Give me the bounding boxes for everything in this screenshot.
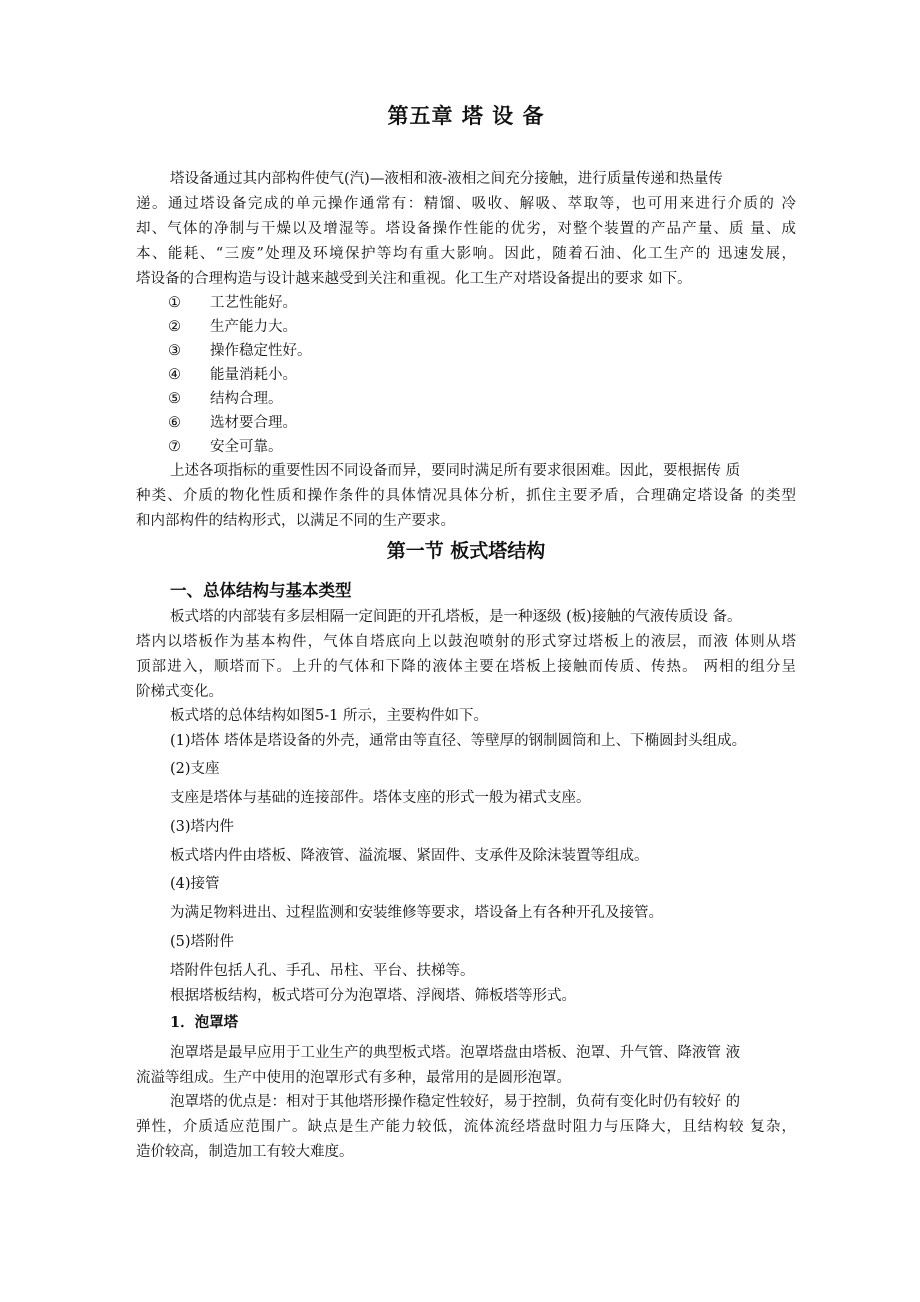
paragraph-line: 泡罩塔的优点是：相对于其他塔形操作稳定性较好，易于控制，负荷有变化时仍有较好 的 (170, 1094, 741, 1110)
paragraph-line: 造价较高，制造加工有较大难度。 (136, 1144, 354, 1160)
summary-line: 和内部构件的结构形式，以满足不同的生产要求。 (136, 513, 455, 529)
component-heading: (3)塔内件 (170, 819, 235, 835)
intro-line: 却、气体的净制与干燥以及增湿等。塔设备操作性能的优劣，对整个装置的产品产量、质 量、成 (136, 221, 796, 237)
summary-line: 上述各项指标的重要性因不同设备而异，要同时满足所有要求很困难。因此，要根据传 质 (170, 463, 741, 479)
paragraph-line: 泡罩塔是最早应用于工业生产的典型板式塔。泡罩塔盘由塔板、泡罩、升气管、降液管 液 (170, 1045, 741, 1061)
list-number: ② (168, 319, 181, 335)
paragraph-line: 塔内以塔板作为基本构件，气体自塔底向上以鼓泡喷射的形式穿过塔板上的液层，而液 体则从塔 (136, 634, 796, 650)
component-body: 塔附件包括人孔、手孔、吊柱、平台、扶梯等。 (170, 963, 475, 979)
list-item: 结构合理。 (210, 391, 283, 407)
list-item: 能量消耗小。 (210, 367, 297, 383)
list-item: 生产能力大。 (210, 319, 297, 335)
list-item: 选材要合理。 (210, 415, 297, 431)
list-number: ④ (168, 367, 181, 383)
subsection-heading: 一、总体结构与基本类型 (170, 581, 352, 600)
component-body: 支座是塔体与基础的连接部件。塔体支座的形式一般为裙式支座。 (170, 790, 591, 806)
list-number: ① (168, 295, 181, 311)
list-item: 工艺性能好。 (210, 295, 297, 311)
list-number: ⑦ (168, 439, 181, 455)
component-heading: (4)接管 (170, 876, 220, 892)
chapter-title: 第五章 塔 设 备 (387, 103, 545, 128)
section-title: 第一节 板式塔结构 (386, 540, 546, 562)
component-heading: (5)塔附件 (170, 934, 235, 950)
component-body: 板式塔内件由塔板、降液管、溢流堰、紧固件、支承件及除沫装置等组成。 (170, 848, 649, 864)
paragraph-line: 板式塔的总体结构如图5-1 所示，主要构件如下。 (170, 708, 488, 724)
paragraph-line: 板式塔的内部装有多层相隔一定间距的开孔塔板，是一种逐级 (板)接触的气液传质设 备。 (170, 609, 742, 625)
paragraph-line: 弹性，介质适应范围广。缺点是生产能力较低，流体流经塔盘时阻力与压降大，且结构较 复杂， (136, 1119, 796, 1135)
subsubsection-heading: 1．泡罩塔 (170, 1014, 239, 1031)
intro-line: 本、能耗、“三废”处理及环境保护等均有重大影响。因此，随着石油、化工生产的 迅速发展， (136, 246, 796, 262)
summary-line: 种类、介质的物化性质和操作条件的具体情况具体分析，抓住主要矛盾，合理确定塔设备 的类型 (136, 488, 796, 504)
paragraph-line: 阶梯式变化。 (136, 684, 223, 700)
intro-line: 塔设备的合理构造与设计越来越受到关注和重视。化工生产对塔设备提出的要求 如下。 (136, 271, 692, 287)
intro-line: 递。通过塔设备完成的单元操作通常有：精馏、吸收、解吸、萃取等，也可用来进行介质的 冷 (136, 196, 796, 212)
list-item: 操作稳定性好。 (210, 343, 312, 359)
list-number: ③ (168, 343, 181, 359)
list-number: ⑥ (168, 415, 181, 431)
list-item: 安全可靠。 (210, 439, 283, 455)
component-heading: (2)支座 (170, 761, 220, 777)
component-item: (1)塔体 塔体是塔设备的外壳，通常由等直径、等壁厚的钢制圆筒和上、下椭圆封头组成。 (170, 733, 747, 749)
component-body: 为满足物料进出、过程监测和安装维修等要求，塔设备上有各种开孔及接管。 (170, 905, 663, 921)
paragraph-line: 流溢等组成。生产中使用的泡罩形式有多种，最常用的是圆形泡罩。 (136, 1070, 571, 1086)
intro-line: 塔设备通过其内部构件使气(汽)—液相和液-液相之间充分接触，进行质量传递和热量传 (170, 171, 723, 187)
list-number: ⑤ (168, 391, 181, 407)
paragraph-line: 顶部进入，顺塔而下。上升的气体和下降的液体主要在塔板上接触而传质、传热。 两相的组分呈 (136, 659, 796, 675)
paragraph-line: 根据塔板结构，板式塔可分为泡罩塔、浮阀塔、筛板塔等形式。 (170, 988, 576, 1004)
